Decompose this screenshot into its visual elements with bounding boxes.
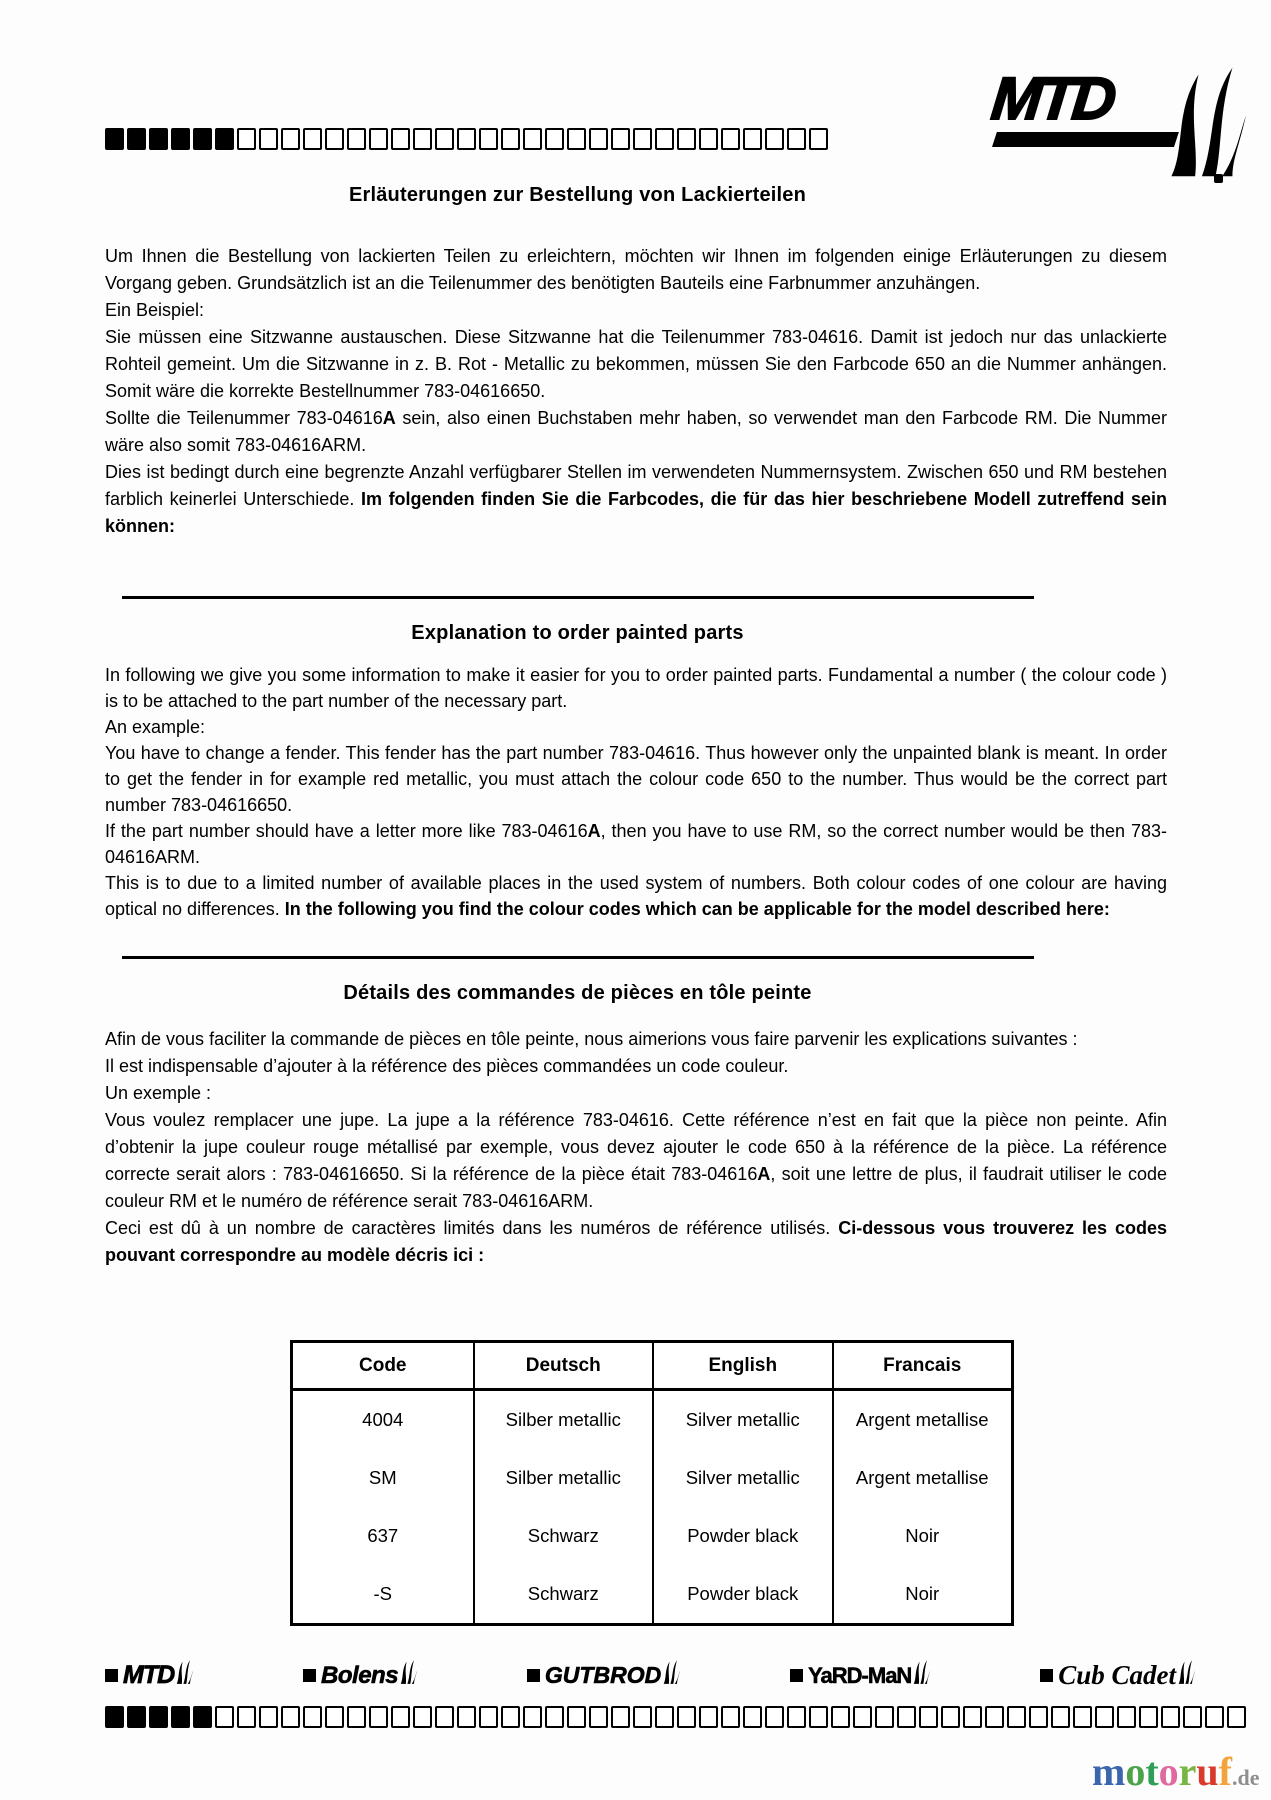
band-square bbox=[391, 128, 410, 150]
grass-icon bbox=[1168, 66, 1246, 178]
band-square bbox=[919, 1706, 938, 1728]
band-square bbox=[655, 1706, 674, 1728]
band-square bbox=[215, 1706, 234, 1728]
band-square bbox=[655, 128, 674, 150]
table-header-cell: English bbox=[652, 1343, 832, 1391]
band-square bbox=[149, 1706, 168, 1728]
brand-label: GUTBROD bbox=[544, 1662, 662, 1688]
paragraph: Sollte die Teilenummer 783-04616A sein, also einen Buchstaben mehr haben, so verwendet man den Farbcode RM. Die Nummer wäre also somit 783-04616ARM. bbox=[105, 408, 1168, 455]
table-cell: 4004 bbox=[362, 1409, 404, 1430]
band-square bbox=[589, 128, 608, 150]
motoruf-watermark bbox=[1092, 1749, 1260, 1798]
paragraph: Afin de vous faciliter la commande de pièces en tôle peinte, nous aimerions vous faire parvenir les explications suivantes : bbox=[105, 1029, 1078, 1049]
band-square bbox=[633, 128, 652, 150]
grass-icon bbox=[1178, 1659, 1195, 1685]
band-square bbox=[853, 1706, 872, 1728]
band-square bbox=[567, 128, 586, 150]
brand-logo-gutbrod bbox=[527, 1662, 680, 1689]
band-square bbox=[1205, 1706, 1224, 1728]
table-cell: 637 bbox=[367, 1525, 399, 1546]
band-square bbox=[611, 1706, 630, 1728]
paragraph: Um Ihnen die Bestellung von lackierten Teilen zu erleichtern, möchten wir Ihnen im folgenden einige Erläuterungen zu diesem Vorgang geben. Grundsätzlich ist an die Teilenummer des benötigten Bauteils eine Farbnummer anzuhängen. bbox=[105, 246, 1167, 293]
band-square bbox=[369, 1706, 388, 1728]
band-square bbox=[347, 128, 366, 150]
decorative-square-band-top bbox=[105, 128, 828, 150]
band-square bbox=[677, 1706, 696, 1728]
section-heading-german: Erläuterungen zur Bestellung von Lackierteilen bbox=[348, 184, 807, 206]
paragraph: Un exemple : bbox=[105, 1083, 212, 1103]
section-divider bbox=[122, 956, 1034, 959]
band-square bbox=[325, 128, 344, 150]
paragraph: You have to change a fender. This fender has the part number 783-04616. Thus however only the unpainted blank is meant. In order to get the fender in for example red metallic, you must attach the colour code 650 to the number. Thus would be the correct part number 783-04616650. bbox=[105, 743, 1167, 815]
band-square bbox=[875, 1706, 894, 1728]
grass-icon bbox=[176, 1659, 193, 1685]
band-square bbox=[413, 1706, 432, 1728]
paragraph: Ceci est dû à un nombre de caractères limités dans les numéros de référence utilisés. Ci-dessous vous trouverez les codes pouvant correspondre au modèle décris ici : bbox=[105, 1218, 1168, 1265]
band-square bbox=[699, 1706, 718, 1728]
band-square bbox=[149, 128, 168, 150]
band-square bbox=[985, 1706, 1004, 1728]
band-square bbox=[1117, 1706, 1136, 1728]
band-square bbox=[633, 1706, 652, 1728]
band-square bbox=[523, 1706, 542, 1728]
band-square bbox=[611, 128, 630, 150]
band-square bbox=[193, 128, 212, 150]
footer-brand-logos bbox=[105, 1660, 1195, 1691]
section-body-english bbox=[105, 662, 1167, 922]
brand-logo-mtd bbox=[105, 1661, 193, 1690]
band-square bbox=[501, 1706, 520, 1728]
section-heading-french: Détails des commandes de pièces en tôle peinte bbox=[343, 982, 812, 1004]
band-square bbox=[479, 1706, 498, 1728]
band-square bbox=[259, 128, 278, 150]
band-square bbox=[259, 1706, 278, 1728]
band-square bbox=[105, 1706, 124, 1728]
band-square bbox=[347, 1706, 366, 1728]
table-cell: Silver metallic bbox=[652, 1391, 832, 1449]
brand-label: MTD bbox=[123, 1661, 175, 1689]
band-square bbox=[831, 1706, 850, 1728]
brand-logo-bolens bbox=[303, 1662, 417, 1690]
band-square bbox=[897, 1706, 916, 1728]
band-square bbox=[171, 1706, 190, 1728]
paragraph: Dies ist bedingt durch eine begrenzte Anzahl verfügbarer Stellen im verwendeten Nummernsystem. Zwischen 650 und RM bestehen farblich keinerlei Unterschiede. Im folgenden finden Sie die Farbcodes, die für das hier beschriebene Modell zutreffend sein können: bbox=[105, 462, 1167, 536]
brand-square-icon bbox=[303, 1669, 316, 1682]
band-square bbox=[567, 1706, 586, 1728]
band-square bbox=[809, 1706, 828, 1728]
paragraph: Vous voulez remplacer une jupe. La jupe a la référence 783-04616. Cette référence n’est en fait que la pièce non peinte. Afin d’obtenir la jupe couleur rouge métallisé par exemple, vous devez ajouter le code 650 à la référence de la pièce. La référence correcte serait alors : 783-04616650. Si la référence de la pièce était 783-04616A, soit une lettre de plus, il faudrait utiliser le code couleur RM et le numéro de référence serait 783-04616ARM. bbox=[105, 1110, 1167, 1211]
decorative-square-band-bottom bbox=[105, 1706, 1246, 1728]
brand-logo-cubcadet bbox=[1040, 1660, 1195, 1691]
band-square bbox=[237, 1706, 256, 1728]
band-square bbox=[1095, 1706, 1114, 1728]
table-cell: Noir bbox=[832, 1565, 1012, 1623]
watermark-letter: r bbox=[1178, 1749, 1197, 1794]
watermark-letter: o bbox=[1125, 1749, 1146, 1794]
section-divider bbox=[122, 596, 1034, 599]
table-header-cell: Francais bbox=[832, 1343, 1012, 1391]
band-square bbox=[589, 1706, 608, 1728]
section-body-french bbox=[105, 1026, 1167, 1269]
brand-logo-yardman bbox=[790, 1663, 930, 1689]
band-square bbox=[127, 128, 146, 150]
band-square bbox=[281, 1706, 300, 1728]
watermark-letter: f bbox=[1218, 1749, 1232, 1794]
watermark-suffix: .de bbox=[1232, 1765, 1260, 1790]
watermark-letter: u bbox=[1196, 1749, 1219, 1794]
band-square bbox=[765, 1706, 784, 1728]
table-cell: Powder black bbox=[652, 1565, 832, 1623]
band-square bbox=[325, 1706, 344, 1728]
watermark-letter: o bbox=[1158, 1749, 1179, 1794]
band-square bbox=[215, 128, 234, 150]
band-square bbox=[545, 128, 564, 150]
paragraph: If the part number should have a letter more like 783-04616A, then you have to use RM, so the correct number would be then 783-04616ARM. bbox=[105, 821, 1167, 867]
band-square bbox=[435, 128, 454, 150]
table-cell: Argent metallise bbox=[832, 1449, 1012, 1507]
band-square bbox=[391, 1706, 410, 1728]
table-cell: Silber metallic bbox=[473, 1391, 653, 1449]
band-square bbox=[303, 128, 322, 150]
band-square bbox=[1029, 1706, 1048, 1728]
brand-label: Bolens bbox=[321, 1661, 399, 1689]
color-table bbox=[290, 1340, 1014, 1626]
paragraph: Il est indispensable d’ajouter à la référence des pièces commandées un code couleur. bbox=[105, 1056, 789, 1076]
band-square bbox=[523, 128, 542, 150]
band-square bbox=[457, 128, 476, 150]
paragraph: Ein Beispiel: bbox=[105, 300, 205, 320]
brand-square-icon bbox=[1040, 1669, 1053, 1682]
band-square bbox=[1139, 1706, 1158, 1728]
band-square bbox=[699, 128, 718, 150]
band-square bbox=[765, 128, 784, 150]
brand-square-icon bbox=[105, 1669, 118, 1682]
band-square bbox=[787, 1706, 806, 1728]
table-cell: Silber metallic bbox=[473, 1449, 653, 1507]
band-square bbox=[501, 128, 520, 150]
table-cell: Argent metallise bbox=[832, 1391, 1012, 1449]
band-square bbox=[721, 128, 740, 150]
band-square bbox=[809, 128, 828, 150]
brand-square-icon bbox=[527, 1669, 540, 1682]
table-cell: Silver metallic bbox=[652, 1449, 832, 1507]
watermark-letter: t bbox=[1145, 1749, 1159, 1794]
band-square bbox=[369, 128, 388, 150]
section-heading-english: Explanation to order painted parts bbox=[411, 622, 744, 644]
band-square bbox=[743, 128, 762, 150]
band-square bbox=[1051, 1706, 1070, 1728]
mtd-logo bbox=[988, 65, 1246, 178]
band-square bbox=[963, 1706, 982, 1728]
band-square bbox=[413, 128, 432, 150]
band-square bbox=[721, 1706, 740, 1728]
brand-label: YaRD-MaN bbox=[808, 1662, 912, 1688]
paragraph: An example: bbox=[105, 717, 206, 737]
band-square bbox=[303, 1706, 322, 1728]
band-square bbox=[281, 128, 300, 150]
mtd-logo-wordmark: MTD bbox=[988, 65, 1117, 132]
band-square bbox=[1007, 1706, 1026, 1728]
grass-icon bbox=[913, 1659, 930, 1685]
mtd-logo-text-block bbox=[988, 65, 1174, 147]
band-square bbox=[787, 128, 806, 150]
brand-square-icon bbox=[790, 1669, 803, 1682]
paragraph: In following we give you some information to make it easier for you to order painted parts. Fundamental a number ( the colour code ) is to be attached to the part number of the necessary part. bbox=[105, 665, 1167, 711]
grass-icon bbox=[663, 1659, 680, 1685]
band-square bbox=[193, 1706, 212, 1728]
paragraph: Sie müssen eine Sitzwanne austauschen. Diese Sitzwanne hat die Teilenummer 783-04616. Damit ist jedoch nur das unlackierte Rohteil gemeint. Um die Sitzwanne in z. B. Rot - Metallic zu bekommen, müssen Sie den Farbcode 650 an die Nummer anhängen. Somit wäre die korrekte Bestellnummer 783-04616650. bbox=[105, 327, 1167, 401]
band-square bbox=[127, 1706, 146, 1728]
band-square bbox=[545, 1706, 564, 1728]
table-cell: Schwarz bbox=[473, 1565, 653, 1623]
table-header-cell: Code bbox=[293, 1343, 473, 1391]
band-square bbox=[677, 128, 696, 150]
paragraph: This is to due to a limited number of available places in the used system of numbers. Both colour codes of one colour are having optical no differences. In the following you find the colour codes which can be applicable for the model described here: bbox=[105, 873, 1167, 919]
table-cell: -S bbox=[373, 1583, 392, 1604]
band-square bbox=[435, 1706, 454, 1728]
band-square bbox=[941, 1706, 960, 1728]
band-square bbox=[743, 1706, 762, 1728]
section-body-german bbox=[105, 243, 1167, 540]
band-square bbox=[1227, 1706, 1246, 1728]
table-cell: SM bbox=[368, 1467, 397, 1488]
band-square bbox=[1183, 1706, 1202, 1728]
watermark-letter: m bbox=[1092, 1749, 1126, 1794]
table-cell: Noir bbox=[832, 1507, 1012, 1565]
brand-label: Cub Cadet bbox=[1058, 1660, 1176, 1690]
band-square bbox=[105, 128, 124, 150]
mtd-logo-bar bbox=[992, 132, 1179, 147]
mtd-logo-dot bbox=[1214, 174, 1223, 183]
table-cell: Powder black bbox=[652, 1507, 832, 1565]
band-square bbox=[237, 128, 256, 150]
band-square bbox=[1161, 1706, 1180, 1728]
band-square bbox=[457, 1706, 476, 1728]
band-square bbox=[1073, 1706, 1092, 1728]
grass-icon bbox=[400, 1659, 417, 1685]
table-header-cell: Deutsch bbox=[473, 1343, 653, 1391]
band-square bbox=[171, 128, 190, 150]
table-cell: Schwarz bbox=[473, 1507, 653, 1565]
band-square bbox=[479, 128, 498, 150]
